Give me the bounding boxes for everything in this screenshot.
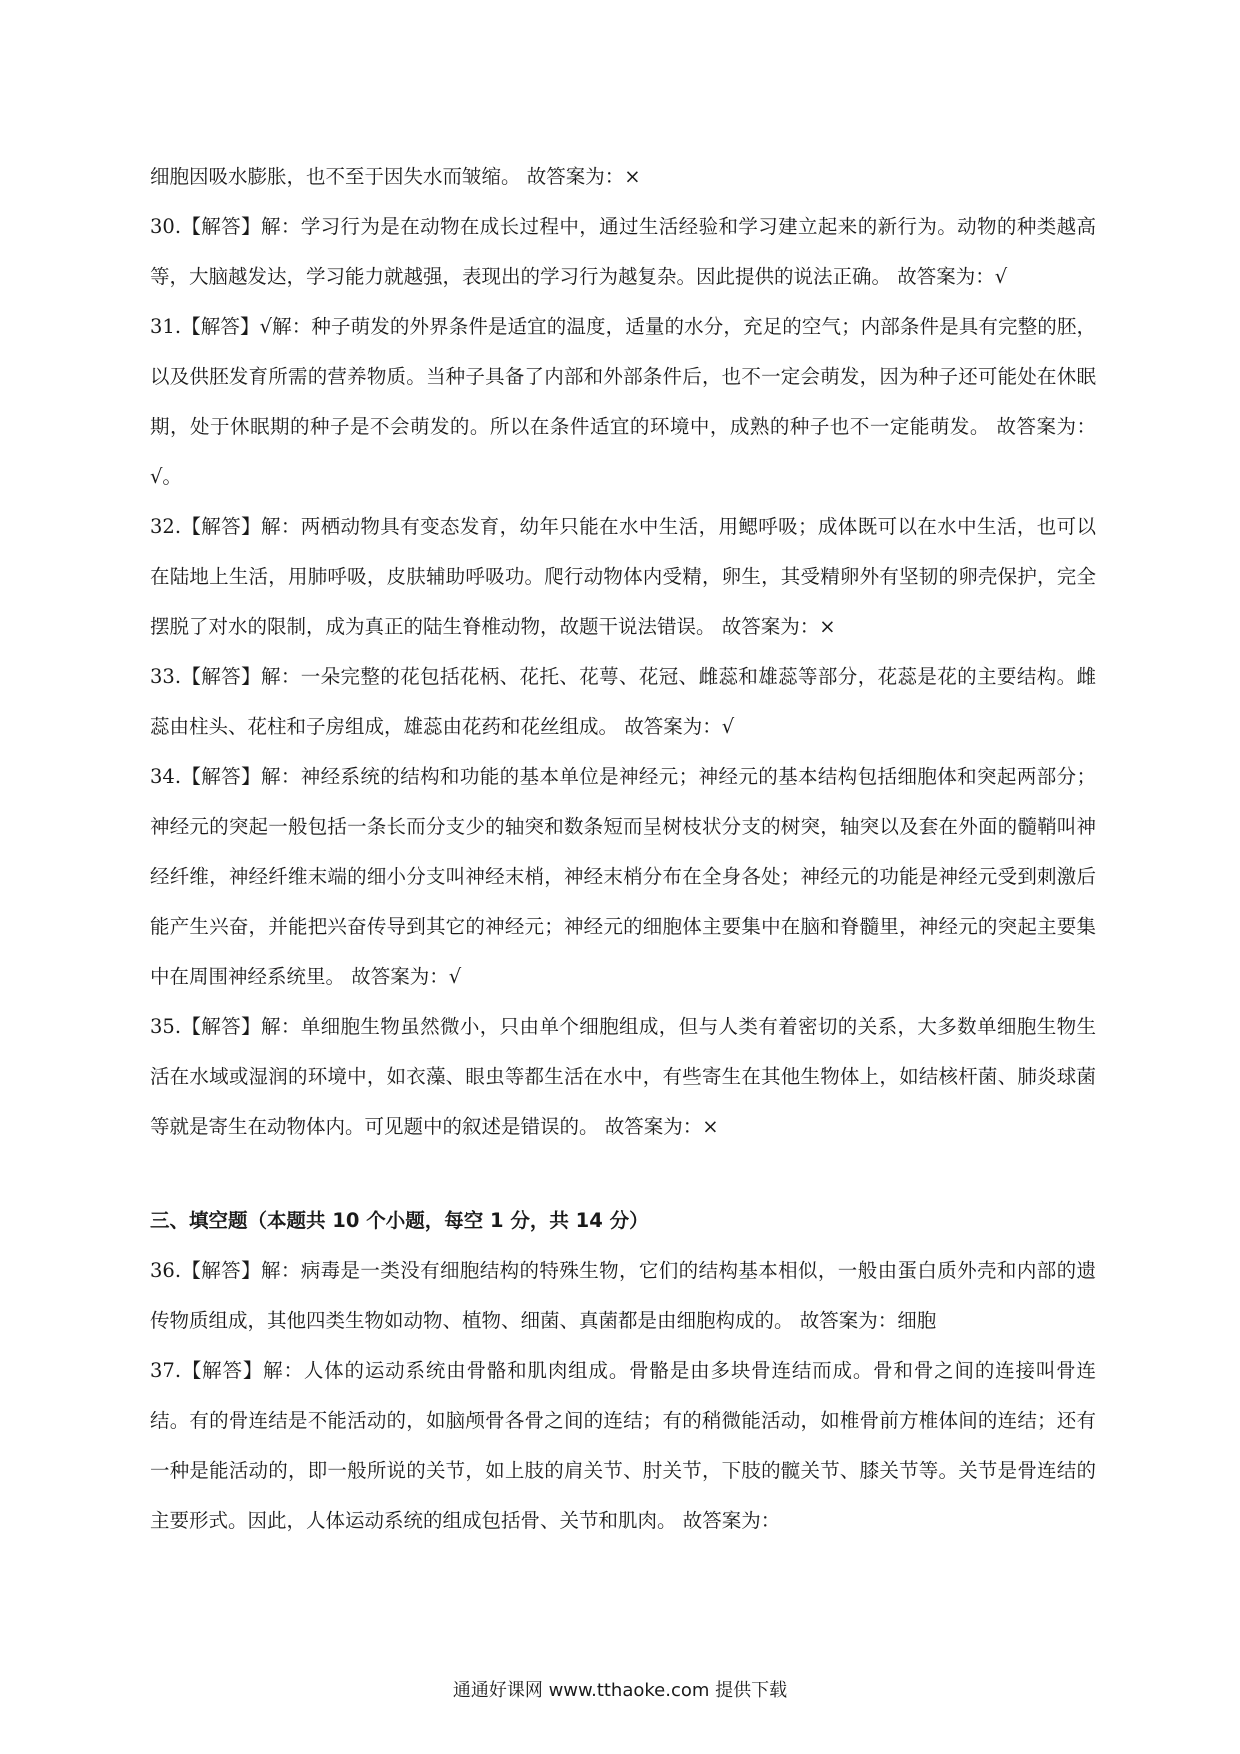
answer-29-continuation: 细胞因吸水膨胀，也不至于因失水而皱缩。 故答案为：× [150, 165, 641, 188]
answer-35: 35.【解答】解：单细胞生物虽然微小，只由单个细胞组成，但与人类有着密切的关系，大多数单细胞生物生活在水域或湿润的环境中，如衣藻、眼虫等都生活在水中，有些寄生在其他生物体上，如结核杆菌、肺炎球菌等就是寄生在动物体内。可见题中的叙述是错误的。 故答案为：× [150, 1015, 1096, 1138]
answer-32: 32.【解答】解：两栖动物具有变态发育，幼年只能在水中生活，用鳃呼吸；成体既可以在水中生活，也可以在陆地上生活，用肺呼吸，皮肤辅助呼吸功。爬行动物体内受精，卵生，其受精卵外有坚韧的卵壳保护，完全摆脱了对水的限制，成为真正的陆生脊椎动物，故题干说法错误。 故答案为：× [150, 515, 1096, 638]
document-body [150, 152, 1096, 1546]
answer-31: 31.【解答】√解：种子萌发的外界条件是适宜的温度，适量的水分，充足的空气；内部条件是具有完整的胚，以及供胚发育所需的营养物质。当种子具备了内部和外部条件后，也不一定会萌发，因为种子还可能处在休眠期，处于休眠期的种子是不会萌发的。所以在条件适宜的环境中，成熟的种子也不一定能萌发。 故答案为：√。 [150, 315, 1096, 488]
answer-34: 34.【解答】解：神经系统的结构和功能的基本单位是神经元；神经元的基本结构包括细胞体和突起两部分；神经元的突起一般包括一条长而分支少的轴突和数条短而呈树枝状分支的树突，轴突以及套在外面的髓鞘叫神经纤维，神经纤维末端的细小分支叫神经末梢，神经末梢分布在全身各处；神经元的功能是神经元受到刺激后能产生兴奋，并能把兴奋传导到其它的神经元；神经元的细胞体主要集中在脑和脊髓里，神经元的突起主要集中在周围神经系统里。 故答案为：√ [150, 765, 1096, 988]
answer-30: 30.【解答】解：学习行为是在动物在成长过程中，通过生活经验和学习建立起来的新行为。动物的种类越高等，大脑越发达，学习能力就越强，表现出的学习行为越复杂。因此提供的说法正确。 故答案为：√ [150, 215, 1096, 288]
section-title: 三、填空题（本题共 10 个小题，每空 1 分，共 14 分） [150, 1209, 649, 1232]
page-footer: 通通好课网 www.tthaoke.com 提供下载 [452, 1680, 788, 1701]
answer-36: 36.【解答】解：病毒是一类没有细胞结构的特殊生物，它们的结构基本相似，一般由蛋白质外壳和内部的遗传物质组成，其他四类生物如动物、植物、细菌、真菌都是由细胞构成的。 故答案为：细胞 [150, 1259, 1096, 1332]
answer-37: 37.【解答】解：人体的运动系统由骨骼和肌肉组成。骨骼是由多块骨连结而成。骨和骨之间的连接叫骨连结。有的骨连结是不能活动的，如脑颅骨各骨之间的连结；有的稍微能活动，如椎骨前方椎体间的连结；还有一种是能活动的，即一般所说的关节，如上肢的肩关节、肘关节，下肢的髋关节、膝关节等。关节是骨连结的主要形式。因此，人体运动系统的组成包括骨、关节和肌肉。 故答案为： [150, 1359, 1096, 1532]
answer-33: 33.【解答】解：一朵完整的花包括花柄、花托、花萼、花冠、雌蕊和雄蕊等部分，花蕊是花的主要结构。雌蕊由柱头、花柱和子房组成，雄蕊由花药和花丝组成。 故答案为：√ [150, 665, 1096, 738]
